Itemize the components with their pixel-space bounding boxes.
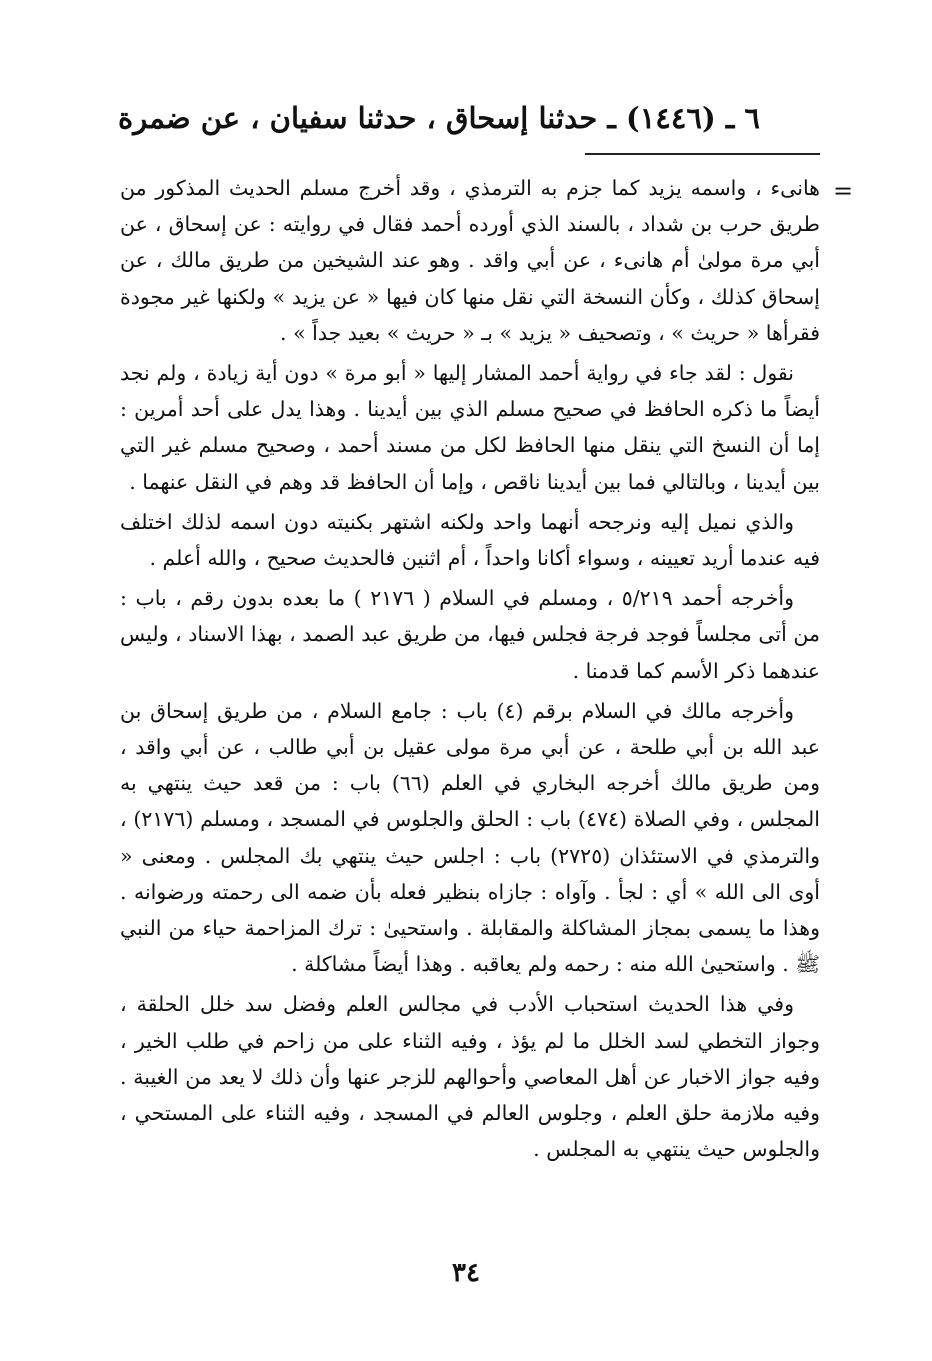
hadith-heading: ٦ ـ (١٤٤٦) ـ حدثنا إسحاق ، حدثنا سفيان ، عن ضمرة [118,101,760,135]
paragraph: وأخرجه مالك في السلام برقم (٤) باب : جامع السلام ، من طريق إسحاق بن عبد الله بن أبي طلحة ، عن أبي مرة مولى عقيل بن أبي طالب ، عن أبي واقد ، ومن طريق مالك أخرجه البخاري في العلم (٦٦) باب : من قعد حيث ينتهي به المجلس ، وفي الصلاة (٤٧٤) باب : الحلق والجلوس في المسجد ، ومسلم (٢١٧٦) ، والترمذي في الاستئذان (٢٧٢٥) باب : اجلس حيث ينتهي بك المجلس . ومعنى « أوى الى الله » أي : لجأ . وآواه : جازاه بنظير فعله بأن ضمه الى رحمته ورضوانه . وهذا ما يسمى بمجاز المشاكلة والمقابلة . واستحيىٰ : ترك المزاحمة حياء من النبي ﷺ . واستحيىٰ الله منه : رحمه ولم يعاقبه . وهذا أيضاً مشاكلة . [120,698,820,977]
paragraph: والذي نميل إليه ونرجحه أنهما واحد ولكنه اشتهر بكنيته دون اسمه لذلك اختلف فيه عندما أريد تعيينه ، وسواء أكانا واحداً ، أم اثنين فالحديث صحيح ، والله أعلم . [120,509,820,571]
paragraph: هانىء ، واسمه يزيد كما جزم به الترمذي ، وقد أخرج مسلم الحديث المذكور من طريق حرب بن شداد ، بالسند الذي أورده أحمد فقال في روايته : عن إسحاق ، عن أبي مرة مولىٰ أم هانىء ، عن أبي واقد . وهو عند الشيخين من طريق مالك ، عن إسحاق كذلك ، وكأن النسخة التي نقل منها كان فيها « عن يزيد » ولكنها غير مجودة فقرأها « حريث » ، وتصحيف « يزيد » بـ « حريث » بعيد جداً » . [120,176,820,345]
footnote-body [120,170,820,1171]
footnote-continuation-mark: = [832,177,854,205]
footnote-separator [585,153,820,155]
paragraph: وفي هذا الحديث استحباب الأدب في مجالس العلم وفضل سد خلل الحلقة ، وجواز التخطي لسد الخلل ما لم يؤذ ، وفيه الثناء على من زاحم في طلب الخير ، وفيه جواز الاخبار عن أهل المعاصي وأحوالهم للزجر عنها وأن ذلك لا يعد من الغيبة . وفيه ملازمة حلق العلم ، وجلوس العالم في المسجد ، وفيه الثناء على المستحي ، والجلوس حيث ينتهي به المجلس . [120,992,820,1162]
paragraph: وأخرجه أحمد ٥/٢١٩ ، ومسلم في السلام ( ٢١٧٦ ) ما بعده بدون رقم ، باب : من أتى مجلساً فوجد فرجة فجلس فيها، من طريق عبد الصمد ، بهذا الاسناد ، وليس عندهما ذكر الأسم كما قدمنا . [120,586,820,683]
page-number: ٣٤ [452,1258,480,1288]
paragraph: نقول : لقد جاء في رواية أحمد المشار إليها « أبو مرة » دون أية زيادة ، ولم نجد أيضاً ما ذكره الحافظ في صحيح مسلم الذي بين أيدينا . وهذا يدل على أحد أمرين : إما أن النسخ التي ينقل منها الحافظ لكل من مسند أحمد ، وصحيح مسلم غير التي بين أيدينا ، وبالتالي فما بين أيدينا ناقص ، وإما أن الحافظ قد وهم في النقل عنهما . [120,361,820,494]
